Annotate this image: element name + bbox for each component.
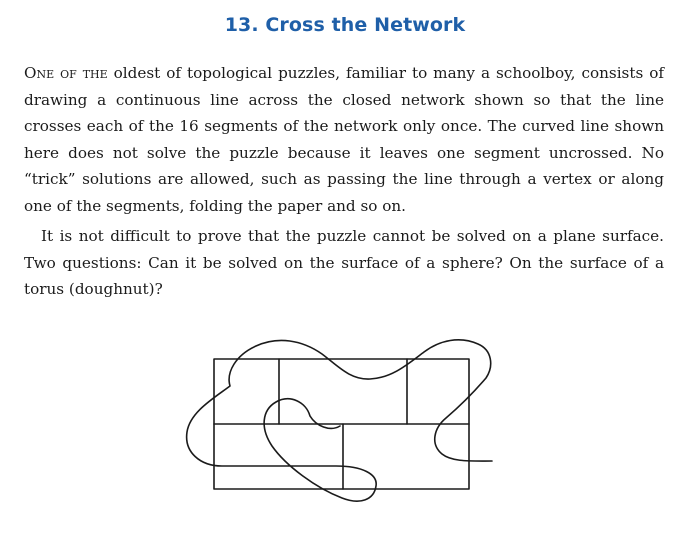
intro-paragraph <box>24 60 664 219</box>
network-figure <box>180 330 500 530</box>
section-title: 13. Cross the Network <box>224 14 466 36</box>
intro-paragraph-text: oldest of topological puzzles, familiar to many a schoolboy, consists of drawing a continuous line across the closed network shown so that the line crosses each of the 16 segments of the network only once. The curved line shown here does not solve the puzzle because it leaves one segment uncrossed. No “trick” solutions are allowed, such as passing the line through a vertex or along one of the segments, folding the paper and so on. <box>24 64 664 215</box>
question-paragraph: It is not difficult to prove that the puzzle cannot be solved on a plane surface. Two questions: Can it be solved on the surface of a sphere? On the surface of a torus (doughnut)? <box>24 227 664 298</box>
network-diagram <box>180 330 500 530</box>
paragraph-lead-smallcaps: One of the <box>24 64 108 82</box>
crossing-curve <box>187 340 492 501</box>
